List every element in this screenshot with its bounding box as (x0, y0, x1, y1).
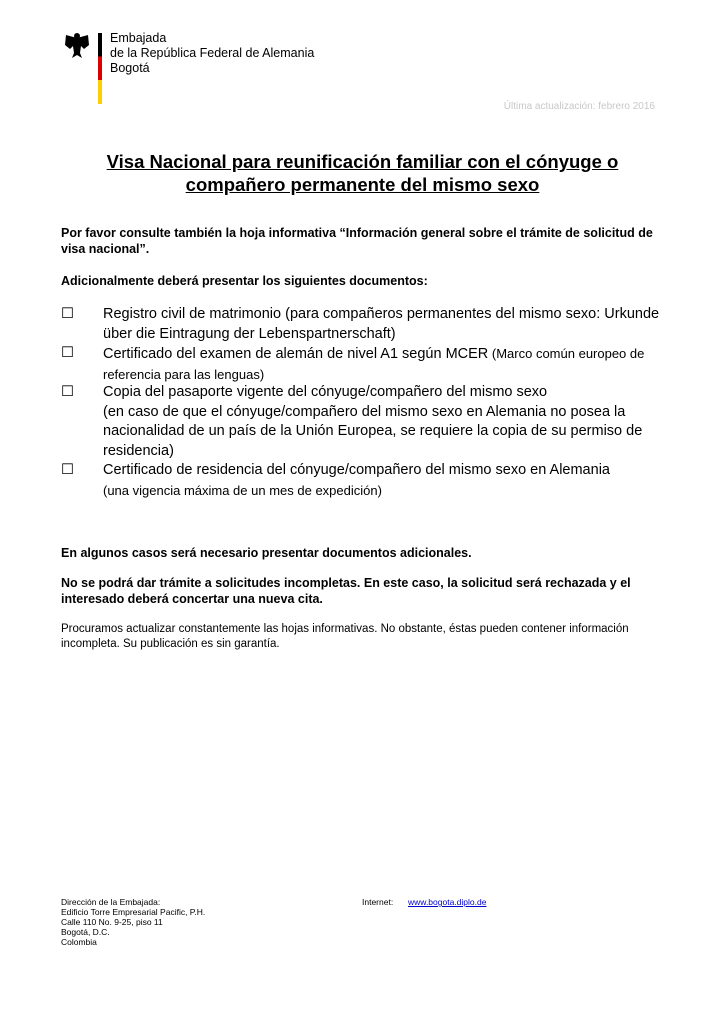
item-text: Certificado del examen de alemán de nivel A1 según MCER (103, 346, 489, 362)
item-text: Certificado de residencia del cónyuge/compañero del mismo sexo en Alemania (103, 462, 610, 478)
intro-text: Por favor consulte también la hoja informativa “Información general sobre el trámite de solicitud de visa nacional”. (61, 226, 653, 256)
additional-docs-note: En algunos casos será necesario presentar documentos adicionales. (61, 546, 472, 560)
incomplete-warning: No se podrá dar trámite a solicitudes incompletas. En este caso, la solicitud será rechazada y el interesado deberá concertar una nueva cita. (61, 576, 631, 606)
item-note: (una vigencia máxima de un mes de expedición) (103, 482, 382, 498)
item-text: Registro civil de matrimonio (para compañeros permanentes del mismo sexo: Urkunde über die Eintragung der Lebenspartnerschaft) (103, 306, 660, 342)
org-line: Embajada (110, 31, 167, 45)
address-line: Calle 110 No. 9-25, piso 11 (61, 917, 163, 927)
page-title: Visa Nacional para reunificación familiar con el cónyuge o compañero permanente del mismo sexo (106, 151, 619, 195)
checkbox-icon: ☐ (61, 345, 74, 361)
item-note: (Marco común europeo de referencia para las lenguas) (103, 346, 645, 382)
item-text: Copia del pasaporte vigente del cónyuge/compañero del mismo sexo (103, 384, 548, 400)
address-line: Edificio Torre Empresarial Pacific, P.H. (61, 907, 206, 917)
checkbox-icon: ☐ (61, 306, 74, 322)
address-line: Colombia (61, 937, 97, 947)
checkbox-icon: ☐ (61, 462, 74, 478)
last-updated: Última actualización: febrero 2016 (503, 101, 655, 112)
item-note: (en caso de que el cónyuge/compañero del mismo sexo en Alemania no posea la nacionalidad de un país de la Unión Europea, se requiere la copia de su permiso de residencia) (103, 403, 643, 459)
internet-label: Internet: (362, 897, 394, 907)
german-flag-bar (98, 33, 102, 104)
embassy-name (110, 31, 314, 76)
address-line: Dirección de la Embajada: (61, 897, 161, 907)
address-line: Bogotá, D.C. (61, 927, 110, 937)
documents-heading: Adicionalmente deberá presentar los siguientes documentos: (61, 274, 428, 288)
checkbox-icon: ☐ (61, 384, 74, 400)
footer-address (61, 897, 205, 947)
disclaimer: Procuramos actualizar constantemente las hojas informativas. No obstante, éstas pueden contener información incompleta. Su publicación es sin garantía. (61, 623, 629, 650)
federal-eagle-logo (64, 31, 90, 59)
website-link[interactable]: www.bogota.diplo.de (408, 897, 487, 907)
list-item (61, 344, 661, 385)
list-item (61, 305, 661, 344)
list-item (61, 461, 661, 500)
list-item (61, 383, 661, 461)
org-line: Bogotá (110, 61, 150, 75)
org-line: de la República Federal de Alemania (110, 46, 315, 60)
